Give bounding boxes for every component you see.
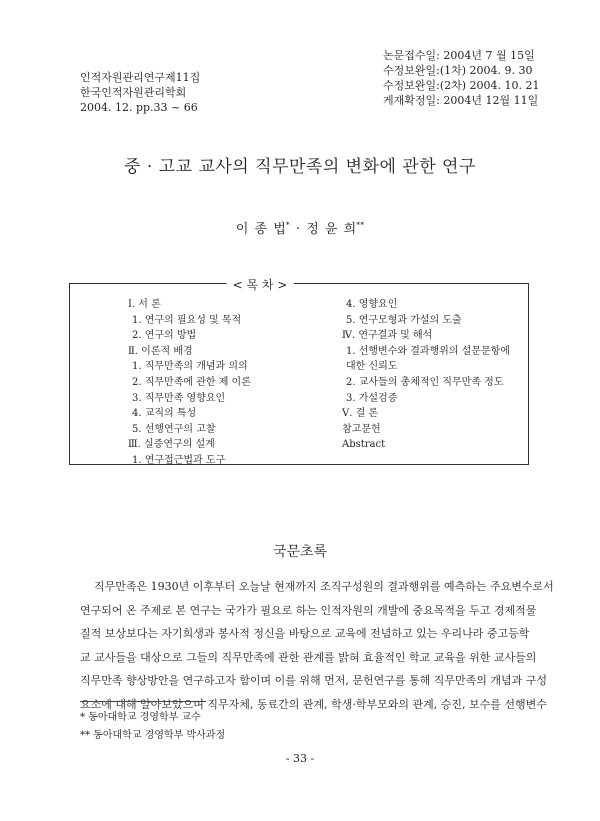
toc-item: 2. 교사들의 총체적인 직무만족 정도 <box>346 376 504 388</box>
submission-dates <box>383 48 540 108</box>
abstract-line: 요소에 대해 알아보았으며 직무자체, 동료간의 관계, 학생·학부모와의 관계, 승진, 보수를 선행변수 <box>80 697 547 711</box>
footnote-2: ** 동아대학교 경영학부 박사과정 <box>80 730 226 741</box>
received-date: 논문접수일: 2004년 7 월 15일 <box>383 49 535 62</box>
toc-item: 1. 연구접근법과 도구 <box>132 454 226 466</box>
revised-date-2: 수정보완일:(2차) 2004. 10. 21 <box>383 79 540 92</box>
toc-item: Ⅱ. 이론적 배경 <box>128 345 193 357</box>
author-1-mark: * <box>285 220 290 230</box>
abstract-line: 교 교사들을 대상으로 그들의 직무만족에 관한 관계를 밝혀 효율적인 학교 교육을 위한 교사들의 <box>80 650 537 664</box>
footnote-1: * 동아대학교 경영학부 교수 <box>80 712 201 723</box>
toc-item: 5. 연구모형과 가설의 도출 <box>346 314 462 326</box>
footnote-divider <box>80 701 206 702</box>
toc-item: 1. 연구의 필요성 및 목적 <box>132 314 242 326</box>
abstract-line: 직무만족 향상방안을 연구하고자 함이며 이를 위해 먼저, 문헌연구를 통해 직무만족의 개념과 구성 <box>80 674 547 687</box>
journal-info <box>80 70 200 115</box>
toc-item: 1. 선행변수와 결과행위의 설문문항에 <box>346 345 510 357</box>
toc-left-column <box>128 297 251 469</box>
abstract-body <box>80 575 554 716</box>
toc-item: 참고문헌 <box>342 423 381 435</box>
toc-item: Ⅰ. 서 론 <box>128 299 161 310</box>
journal-name: 인적자원관리연구제11집 <box>80 71 201 84</box>
toc-item: 2. 직무만족에 관한 제 이론 <box>132 376 251 388</box>
toc-title: < 목 차 > <box>227 276 294 293</box>
page-number: - 33 - <box>285 752 315 765</box>
toc-item: 2. 연구의 방법 <box>132 330 197 342</box>
revised-date-1: 수정보완일:(1차) 2004. 9. 30 <box>383 64 533 77</box>
abstract-line: 질적 보상보다는 자기희생과 봉사적 정신을 바탕으로 교육에 전념하고 있는 우리나라 중고등학 <box>80 627 530 640</box>
toc-item: Ⅴ. 결 론 <box>342 408 379 420</box>
abstract-line: 연구되어 온 주제로 본 연구는 국가가 필요로 하는 인적자원의 개발에 중요목적을 두고 경제적물 <box>80 603 537 617</box>
toc-item: 대한 신뢰도 <box>346 361 398 373</box>
author-1: 이 종 법 <box>235 222 286 237</box>
toc-item: 4. 교직의 특성 <box>132 408 197 420</box>
footnotes <box>80 709 225 745</box>
toc-item: Ⅲ. 실증연구의 설계 <box>128 439 215 451</box>
abstract-line: 직무만족은 1930년 이후부터 오늘날 현재까지 조직구성원의 결과행위를 예측하는 주요변수로서 <box>94 580 554 593</box>
toc-item: 4. 영향요인 <box>346 299 398 310</box>
author-separator: · <box>295 222 301 237</box>
toc-item: Abstract <box>342 439 386 451</box>
author-2: 정 윤 희 <box>306 222 357 237</box>
authors <box>0 218 600 237</box>
toc-item: 1. 직무만족의 개념과 의의 <box>132 361 248 373</box>
paper-title: 중 · 고교 교사의 직무만족의 변화에 관한 연구 <box>124 157 476 177</box>
toc-item: 3. 직무만족 영향요인 <box>132 392 226 404</box>
issue-pages: 2004. 12. pp.33 ~ 66 <box>80 101 198 114</box>
toc-item: 3. 가설검증 <box>346 392 398 404</box>
toc-right-column <box>342 297 510 453</box>
toc-item: 5. 선행연구의 고찰 <box>132 423 216 435</box>
accepted-date: 게재확정일: 2004년 12월 11일 <box>383 94 539 107</box>
author-2-mark: ** <box>356 220 365 230</box>
toc-item: Ⅳ. 연구결과 및 해석 <box>342 330 433 342</box>
society-name: 한국인적자원관리학회 <box>80 86 187 99</box>
abstract-title: 국문초록 <box>272 544 328 560</box>
